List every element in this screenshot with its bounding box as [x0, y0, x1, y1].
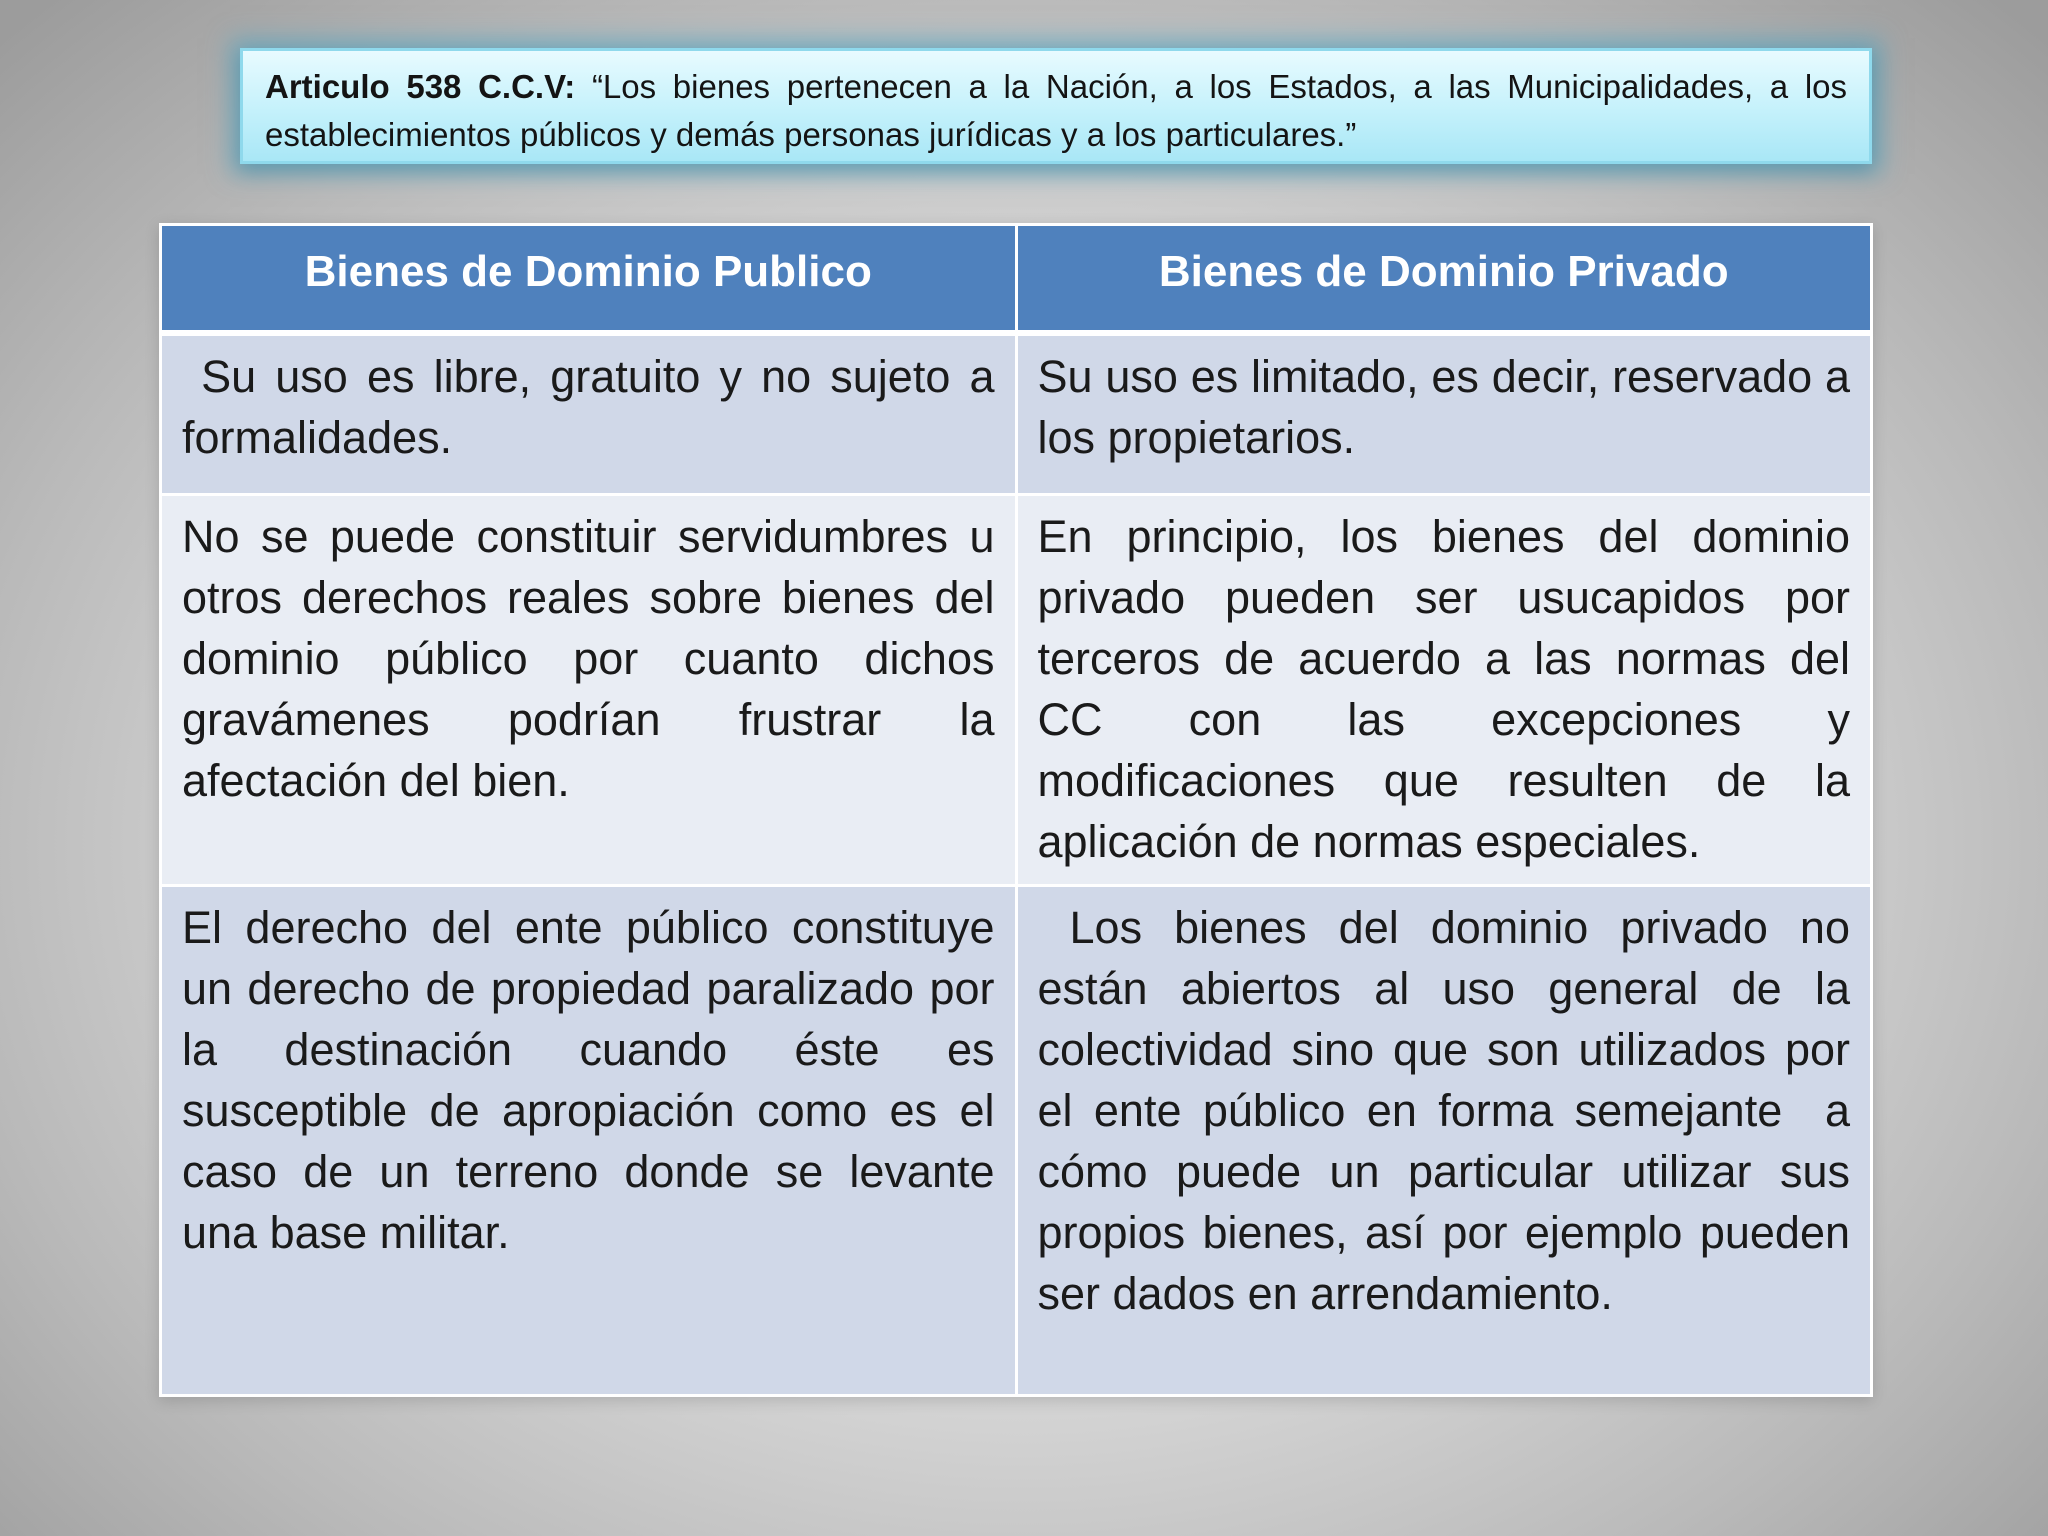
article-quote-text: “Los bienes pertenecen a la Nación, a los Estados, a las Municipalidades, a los establecimientos públicos y demás personas jurídicas y a los particulares.” [265, 68, 1848, 153]
cell-publico: No se puede constituir servidumbres u otros derechos reales sobre bienes del dominio público por cuanto dichos gravámenes podrían frustrar la afectación del bien. [161, 495, 1017, 886]
article-quote-box [240, 48, 1872, 164]
comparison-table [159, 223, 1873, 1397]
cell-privado: Los bienes del dominio privado no están abiertos al uso general de la colectividad sino que son utilizados por el ente público en forma semejante a cómo puede un particular utilizar sus propios bienes, así por ejemplo pueden ser dados en arrendamiento. [1016, 886, 1872, 1396]
cell-privado: Su uso es limitado, es decir, reservado a los propietarios. [1016, 333, 1872, 495]
header-dominio-publico: Bienes de Dominio Publico [161, 225, 1017, 333]
cell-publico: El derecho del ente público constituye un derecho de propiedad paralizado por la destinación cuando éste es susceptible de apropiación como es el caso de un terreno donde se levante una base militar. [161, 886, 1017, 1396]
table-row [161, 886, 1872, 1396]
header-dominio-privado: Bienes de Dominio Privado [1016, 225, 1872, 333]
cell-privado: En principio, los bienes del dominio privado pueden ser usucapidos por terceros de acuerdo a las normas del CC con las excepciones y modificaciones que resulten de la aplicación de normas especiales. [1016, 495, 1872, 886]
article-reference: Articulo 538 C.C.V: [265, 68, 576, 105]
table-row [161, 333, 1872, 495]
cell-publico: Su uso es libre, gratuito y no sujeto a formalidades. [161, 333, 1017, 495]
table-header-row [161, 225, 1872, 333]
table-row [161, 495, 1872, 886]
